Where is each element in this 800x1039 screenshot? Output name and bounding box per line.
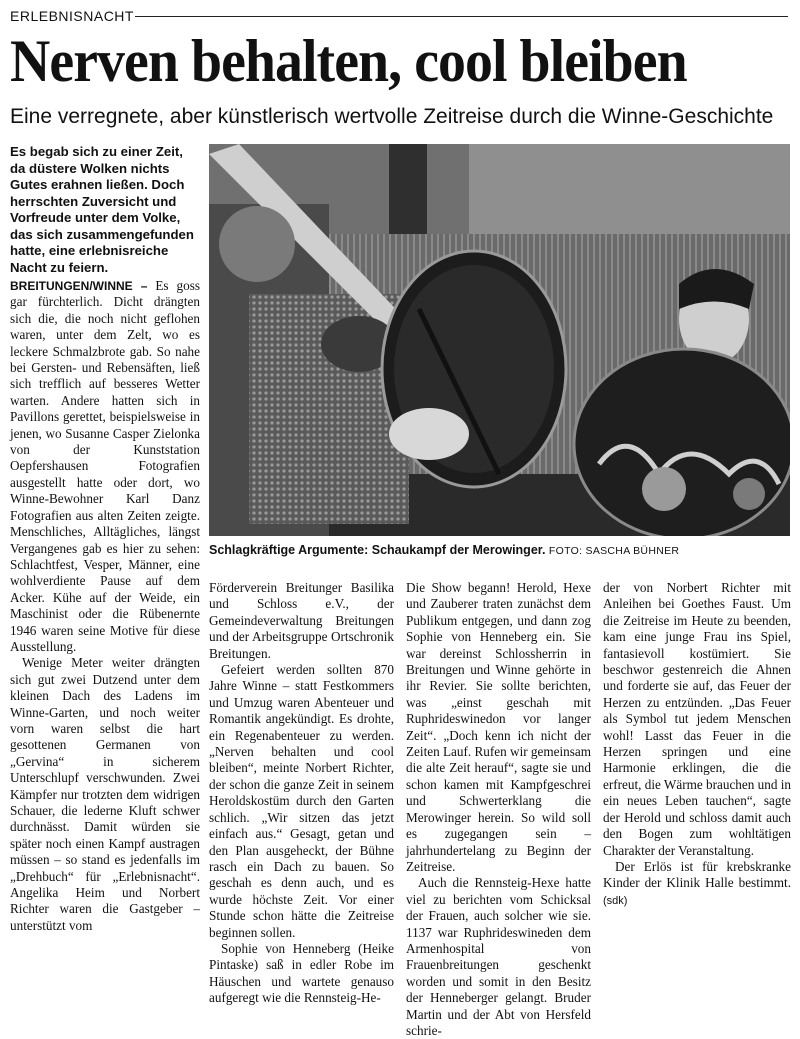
lead-paragraph: Es begab sich zu einer Zeit, da düstere Wolken nichts Gutes erahnen ließen. Doch herrschten Zuversicht und Vorfreude unter dem Volke, das sich zusammengefunden hatte, eine erlebnisreiche Nacht zu feiern. bbox=[10, 144, 194, 275]
kicker: ERLEBNISNACHT bbox=[10, 8, 134, 24]
article-paragraph: Wenige Meter weiter drängten sich gut zwei Dutzend unter dem kleinen Dach des Ladens im Winne-Garten, und noch weiter vorn waren selbst die hart gesottenen Germanen von „Gervina“ in sicherem Unterschlupf verschwunden. Zwei Kämpfer nur trotzten dem widrigen Schauer, die lederne Kluft schwer durchnässt. Damit würden sie später noch einen Kampf austragen müssen – so stand es jedenfalls im „Drehbuch“ für „Erlebnisnacht“. Angelika Heim und Norbert Richter waren die Gastgeber – unterstützt vom bbox=[10, 655, 200, 933]
merovingian-fight-photo-icon bbox=[209, 144, 790, 536]
article-paragraph: Sophie von Henneberg (Heike Pintaske) saß in edler Robe im Häuschen und wartete genauso aufgeregt wie die Rennsteig-He- bbox=[209, 940, 394, 1006]
article-column-3 bbox=[406, 580, 591, 1039]
article-column-4 bbox=[603, 580, 791, 909]
author-signature: (sdk) bbox=[603, 894, 628, 907]
article-paragraph: Die Show begann! Herold, Hexe und Zauberer traten zunächst dem Publikum entgegen, und dann zog Sophie von Henneberg ein. Sie war dereinst Schlossherrin in Breitungen und Winne gehörte in ihr Revier. Sie sollte berichten, was „einst geschah mit Ruphrideswinedon vor langer Zeit“. „Doch kenn ich nicht der Zeiten Lauf. Rufen wir gemeinsam die alte Zeit herauf“, sagte sie und schon kamen mit Kampfgeschrei und Schwerterklang die Merowinger herein. So wild soll es zugegangen sein – jahrhundertelang zu Beginn der Zeitreise. bbox=[406, 580, 591, 874]
dateline: BREITUNGEN/WINNE – bbox=[10, 279, 148, 293]
article-paragraph: Gefeiert werden sollten 870 Jahre Winne – statt Festkommers und Umzug waren Abenteuer und Romantik angekündigt. Es drohte, ein Regenabenteuer zu werden. „Nerven behalten und cool bleiben“, meinte Norbert Richter, der schon die ganze Zeit in seinem Heroldskostüm durch den Garten schlich. „Wir sitzen das jetzt einfach aus.“ Gesagt, getan und den Plan ausgeheckt, der Bühne rasch ein Dach zu bauen. So geschah es denn auch, und es wurde höchste Zeit. Vor einer Stunde schon hätte die Zeitreise beginnen sollen. bbox=[209, 662, 394, 940]
article-paragraph: Auch die Rennsteig-Hexe hatte viel zu berichten vom Schicksal der Frauen, auch solcher wie sie. 1137 war Ruphrideswineden dem Armenhospital von Frauenbreitungen geschenkt worden und somit in den Besitz der Henneberger gelangt. Bruder Martin und der Abt von Hersfeld schrie- bbox=[406, 875, 591, 1038]
article-paragraph bbox=[10, 278, 200, 655]
kicker-rule bbox=[135, 16, 788, 17]
article-column-2 bbox=[209, 580, 394, 1007]
caption-text: Schlagkräftige Argumente: Schaukampf der Merowinger. bbox=[209, 543, 546, 557]
headline: Nerven behalten, cool bleiben bbox=[10, 28, 687, 94]
subheadline: Eine verregnete, aber künstlerisch wertvolle Zeitreise durch die Winne-Geschichte bbox=[10, 105, 774, 128]
article-photo bbox=[209, 144, 790, 536]
article-column-1 bbox=[10, 278, 200, 934]
article-paragraph bbox=[603, 859, 791, 909]
paragraph-text: Es goss gar fürchterlich. Dicht drängten sich die, die noch nicht geflohen waren, unter dem Zelt, wo es leckere Schmalzbrote gab. So nahe bei Gersten- und Rebensäften, ließ sich trefflich auf besseres Wetter warten. Andere hatten sich in Pavillons gerettet, beispielsweise in jenen, wo Susanne Casper Zielonka von der Kunststation Oepfershausen Fotografien ausgestellt hatte oder dort, wo Winne-Bewohner Karl Danz Fotografien aus alten Zeiten zeigte. Menschliches, Alltägliches, längst Vergangenes gab es hier zu sehen: Schlachtfest, Vesper, Männer, eine wohlverdiente Pause auf dem Acker. Kühe auf der Weide, ein Maschinist oder die Rübenernte 1946 waren seine Motive für diese Ausstellung. bbox=[10, 278, 201, 654]
article-paragraph: der von Norbert Richter mit Anleihen bei Goethes Faust. Um die Zeitreise im Heute zu beenden, kam eine junge Frau ins Spiel, fantasievoll kostümiert. Sie beschwor gestenreich die Ahnen und forderte sie auf, das Feuer der Herzen zu entzünden. „Das Feuer als Symbol tut jedem Menschen wohl! Lasst das Feuer in die Herzen springen und eine Harmonie erklingen, die die erfreut, die Wärme brauchen und in ein neues Leben tauchen“, sagte der Herold und schloss damit auch den Bogen zum wohltätigen Charakter der Veranstaltung. bbox=[603, 580, 791, 858]
photo-caption bbox=[209, 542, 790, 559]
article-paragraph: Förderverein Breitunger Basilika und Schloss e.V., der Gemeindeverwaltung Breitungen und der Arbeitsgruppe Ortschronik Breitungen. bbox=[209, 580, 394, 661]
photo-credit: FOTO: SASCHA BÜHNER bbox=[548, 545, 680, 557]
paragraph-text: Der Erlös ist für krebskranke Kinder der Klinik Halle bestimmt. bbox=[603, 858, 791, 891]
